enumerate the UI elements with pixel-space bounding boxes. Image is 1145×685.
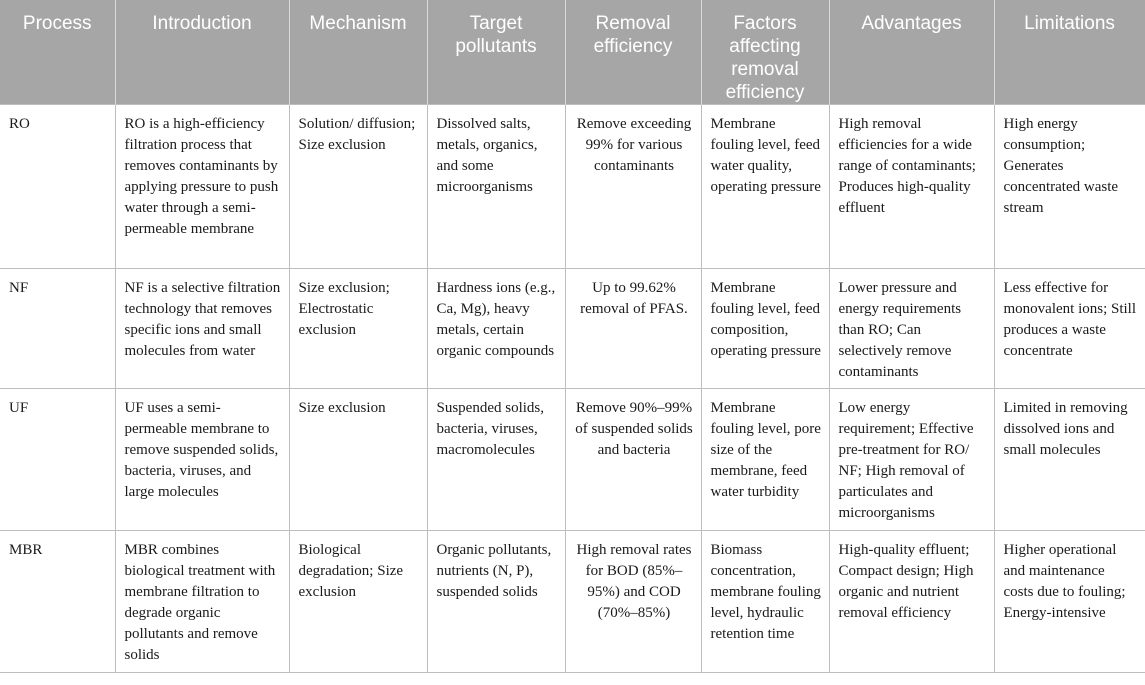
header-removal-efficiency: Removal efficiency bbox=[565, 0, 701, 105]
table-header bbox=[0, 0, 1145, 105]
cell-limitations: Limited in removing dissolved ions and small molecules bbox=[994, 389, 1145, 531]
cell-target-pollutants: Dissolved salts, metals, organics, and some microorganisms bbox=[427, 105, 565, 269]
cell-limitations: High energy consumption; Generates concentrated waste stream bbox=[994, 105, 1145, 269]
header-row bbox=[0, 0, 1145, 105]
cell-target-pollutants: Suspended solids, bacteria, viruses, macromolecules bbox=[427, 389, 565, 531]
cell-target-pollutants: Organic pollutants, nutrients (N, P), suspended solids bbox=[427, 531, 565, 673]
cell-mechanism: Solution/ diffusion; Size exclusion bbox=[289, 105, 427, 269]
header-introduction: Introduction bbox=[115, 0, 289, 105]
cell-introduction: RO is a high-efficiency filtration process that removes contaminants by applying pressure to push water through a semi-permeable membrane bbox=[115, 105, 289, 269]
cell-factors: Membrane fouling level, pore size of the membrane, feed water turbidity bbox=[701, 389, 829, 531]
cell-process: RO bbox=[0, 105, 115, 269]
cell-factors: Biomass concentration, membrane fouling level, hydraulic retention time bbox=[701, 531, 829, 673]
cell-process: NF bbox=[0, 269, 115, 389]
table-row bbox=[0, 531, 1145, 673]
cell-introduction: NF is a selective filtration technology that removes specific ions and small molecules from water bbox=[115, 269, 289, 389]
table-body bbox=[0, 105, 1145, 673]
cell-limitations: Higher operational and maintenance costs due to fouling; Energy-intensive bbox=[994, 531, 1145, 673]
table-row bbox=[0, 269, 1145, 389]
header-advantages: Advantages bbox=[829, 0, 994, 105]
cell-removal-efficiency: Remove exceeding 99% for various contaminants bbox=[565, 105, 701, 269]
header-target-pollutants: Target pollutants bbox=[427, 0, 565, 105]
header-mechanism: Mechanism bbox=[289, 0, 427, 105]
cell-factors: Membrane fouling level, feed composition, operating pressure bbox=[701, 269, 829, 389]
header-limitations: Limitations bbox=[994, 0, 1145, 105]
cell-removal-efficiency: Remove 90%–99% of suspended solids and bacteria bbox=[565, 389, 701, 531]
cell-process: UF bbox=[0, 389, 115, 531]
cell-advantages: High-quality effluent; Compact design; High organic and nutrient removal efficiency bbox=[829, 531, 994, 673]
cell-mechanism: Biological degradation; Size exclusion bbox=[289, 531, 427, 673]
cell-introduction: MBR combines biological treatment with membrane filtration to degrade organic pollutants and remove solids bbox=[115, 531, 289, 673]
cell-mechanism: Size exclusion; Electrostatic exclusion bbox=[289, 269, 427, 389]
cell-process: MBR bbox=[0, 531, 115, 673]
cell-target-pollutants: Hardness ions (e.g., Ca, Mg), heavy metals, certain organic compounds bbox=[427, 269, 565, 389]
table-row bbox=[0, 389, 1145, 531]
cell-limitations: Less effective for monovalent ions; Still produces a waste concentrate bbox=[994, 269, 1145, 389]
cell-advantages: Low energy requirement; Effective pre-treatment for RO/ NF; High removal of particulates and microorganisms bbox=[829, 389, 994, 531]
header-factors: Factors affecting removal efficiency bbox=[701, 0, 829, 105]
cell-mechanism: Size exclusion bbox=[289, 389, 427, 531]
cell-removal-efficiency: High removal rates for BOD (85%–95%) and COD (70%–85%) bbox=[565, 531, 701, 673]
cell-advantages: Lower pressure and energy requirements than RO; Can selectively remove contaminants bbox=[829, 269, 994, 389]
cell-advantages: High removal efficiencies for a wide range of contaminants; Produces high-quality effluent bbox=[829, 105, 994, 269]
cell-factors: Membrane fouling level, feed water quality, operating pressure bbox=[701, 105, 829, 269]
header-process: Process bbox=[0, 0, 115, 105]
table-row bbox=[0, 105, 1145, 269]
cell-introduction: UF uses a semi-permeable membrane to remove suspended solids, bacteria, viruses, and large molecules bbox=[115, 389, 289, 531]
cell-removal-efficiency: Up to 99.62% removal of PFAS. bbox=[565, 269, 701, 389]
